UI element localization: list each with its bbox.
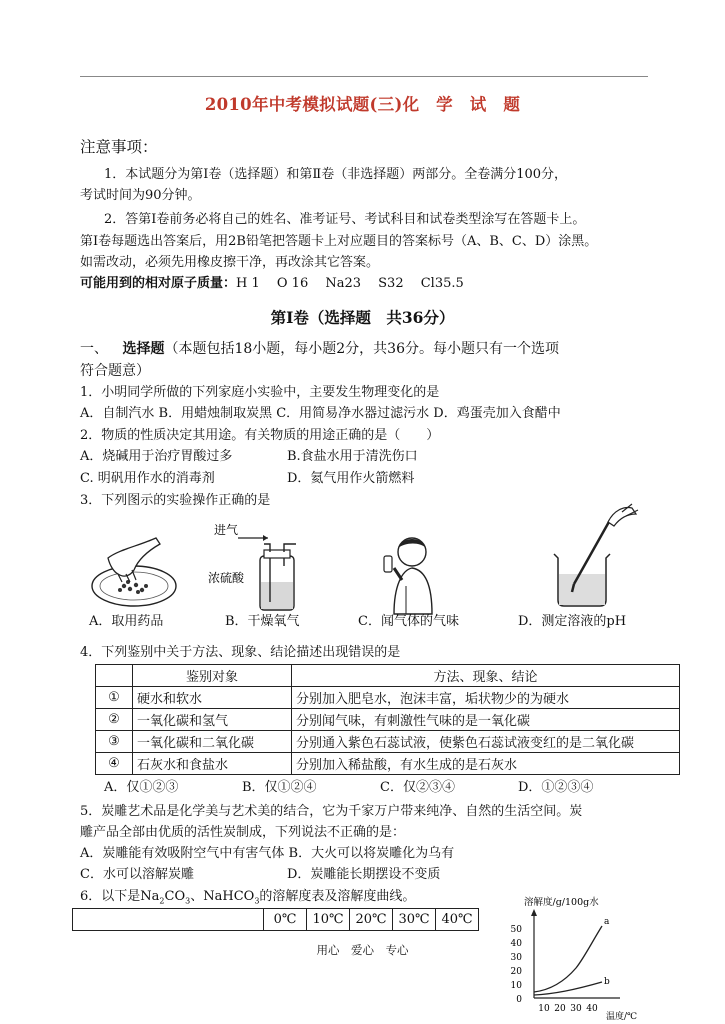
section1-intro-2: 符合题意）: [80, 363, 150, 379]
page-title: 2010年中考模拟试题(三)化 学 试 题: [204, 95, 521, 114]
gas-bottle-figure: [208, 522, 308, 614]
page-footer: 用心 爱心 专心: [316, 943, 409, 957]
table-cell: 一氧化碳和氢气: [133, 709, 292, 731]
table-header-cell: 方法、现象、结论: [292, 665, 680, 687]
y-tick-label: 40: [510, 939, 522, 949]
q4-option-d: D．①②③④: [518, 780, 594, 795]
q6-stem-prefix: 6．以下是: [80, 889, 141, 904]
q1-stem: 1．小明同学所做的下列家庭小实验中，主要发生物理变化的是: [80, 385, 440, 400]
formula-na2co3: [140, 889, 190, 904]
section1-intro-num: 一、: [80, 341, 108, 357]
q3-caption-a: A．取用药品: [89, 614, 164, 629]
q4-option-b: B．仅①②④: [242, 780, 317, 795]
section1-intro-text: （本题包括18小题，每小题2分，共36分。每小题只有一个选项: [164, 341, 559, 357]
notice-p2a: 2．答第Ⅰ卷前务必将自己的姓名、准考证号、考试科目和试卷类型涂写在答题卡上。: [104, 212, 586, 227]
curve-a-label: a: [604, 917, 610, 927]
table-cell: 分别闻气味，有刺激性气味的是一氧化碳: [292, 709, 680, 731]
x-tick-label: 20: [554, 1004, 566, 1014]
table-row: [96, 731, 680, 753]
table-cell: 分别加入肥皂水，泡沫丰富，垢状物少的为硬水: [292, 687, 680, 709]
section1-intro-label: 选择题: [122, 341, 165, 357]
table-header-cell: 0℃: [264, 909, 307, 931]
section1-heading: 第Ⅰ卷（选择题 共36分）: [270, 308, 455, 327]
table-header-cell: 40℃: [436, 909, 479, 931]
solubility-table: [72, 908, 479, 931]
q5-option-c: C．水可以溶解炭雕: [80, 867, 194, 882]
graph-xlabel: 温度/℃: [606, 1012, 638, 1022]
table-header-cell: 20℃: [350, 909, 393, 931]
q6-stem-suffix: 的溶解度表及溶解度曲线。: [259, 889, 416, 904]
formula-nahco3: [203, 889, 259, 904]
curve-b-label: b: [604, 977, 610, 987]
section1-intro: [80, 339, 559, 360]
notice-p1a: 1．本试题分为第Ⅰ卷（选择题）和第Ⅱ卷（非选择题）两部分。全卷满分100分，: [104, 167, 568, 182]
hand-granules-figure: [88, 530, 180, 610]
table-cell: ①: [96, 687, 133, 709]
table-cell: 分别通入紫色石蕊试液，使紫色石蕊试液变红的是二氧化碳: [292, 731, 680, 753]
notice-p2b: 第Ⅰ卷每题选出答案后，用2B铅笔把答题卡上对应题目的答案标号（A、B、C、D）涂黑。: [80, 234, 598, 249]
curve-b: [534, 982, 602, 995]
table-row: [96, 687, 680, 709]
x-tick-label: 40: [586, 1004, 598, 1014]
table-header-row: [96, 665, 680, 687]
beaker-ph-figure: [548, 500, 658, 610]
y-tick-label: 10: [510, 981, 522, 991]
q2-option-d: D．氦气用作火箭燃料: [287, 471, 415, 486]
child-smelling-figure: [372, 530, 444, 616]
y-tick-label: 20: [510, 967, 522, 977]
q1-options: A．自制汽水 B．用蜡烛制取炭黑 C．用简易净水器过滤污水 D．鸡蛋壳加入食醋中: [80, 406, 561, 421]
q5-stem-2: 雕产品全部由优质的活性炭制成，下列说法不正确的是：: [80, 825, 406, 840]
q3-stem: 3．下列图示的实验操作正确的是: [80, 493, 271, 508]
x-tick-label: 30: [570, 1004, 582, 1014]
y-tick-label: 0: [516, 995, 522, 1005]
q3-caption-d: D．测定溶液的pH: [518, 614, 627, 629]
inlet-label: 进气: [214, 523, 239, 537]
formula-part: Na: [140, 889, 160, 904]
y-tick-label: 50: [510, 925, 522, 935]
q4-table: [95, 664, 680, 775]
table-row: [96, 753, 680, 775]
q3-caption-b: B．干燥氧气: [225, 614, 300, 629]
q4-option-c: C．仅②③④: [380, 780, 455, 795]
atomic-mass-line: [80, 274, 464, 295]
table-header-row: [73, 909, 479, 931]
separator: 、: [190, 889, 204, 904]
q2-stem: 2．物质的性质决定其用途。有关物质的用途正确的是（ ）: [80, 428, 440, 443]
table-cell: ④: [96, 753, 133, 775]
table-cell: 石灰水和食盐水: [133, 753, 292, 775]
formula-part: NaHCO: [203, 889, 255, 904]
table-cell: 分别加入稀盐酸，有水生成的是石灰水: [292, 753, 680, 775]
q4-stem: 4．下列鉴别中关于方法、现象、结论描述出现错误的是: [80, 645, 401, 660]
q4-option-a: A．仅①②③: [104, 780, 179, 795]
formula-subscript: 3: [185, 896, 191, 906]
acid-label: 浓硫酸: [208, 571, 245, 585]
table-header-cell: 鉴别对象: [133, 665, 292, 687]
atomic-mass-label: 可能用到的相对原子质量：: [80, 276, 237, 291]
table-row: [96, 709, 680, 731]
curve-a: [534, 926, 602, 992]
y-tick-label: 30: [510, 953, 522, 963]
formula-subscript: 2: [159, 896, 165, 906]
x-tick-label: 10: [538, 1004, 550, 1014]
q5-option-d: D．炭雕能长期摆设不变质: [287, 867, 441, 882]
table-header-cell: [96, 665, 133, 687]
atomic-mass-values: H 1 O 16 Na23 S32 Cl35.5: [236, 276, 464, 291]
q2-option-a: A．烧碱用于治疗胃酸过多: [80, 449, 233, 464]
table-header-cell: 30℃: [393, 909, 436, 931]
q2-option-c: C. 明矾用作水的消毒剂: [80, 471, 215, 486]
q5-options-1: A．炭雕能有效吸附空气中有害气体 B．大火可以将炭雕化为乌有: [80, 846, 455, 861]
formula-part: CO: [164, 889, 186, 904]
notice-p2c: 如需改动，必须先用橡皮擦干净，再改涂其它答案。: [80, 255, 380, 270]
notice-p1b: 考试时间为90分钟。: [80, 188, 201, 203]
table-cell: ②: [96, 709, 133, 731]
graph-ylabel: 溶解度/g/100g水: [524, 897, 599, 908]
q5-stem-1: 5．炭雕艺术品是化学美与艺术美的结合，它为千家万户带来纯净、自然的生活空间。炭: [80, 804, 583, 819]
formula-subscript: 3: [254, 896, 260, 906]
table-cell: ③: [96, 731, 133, 753]
top-rule: [80, 76, 648, 77]
table-header-cell: 10℃: [307, 909, 350, 931]
q3-caption-c: C．闻气体的气味: [358, 614, 459, 629]
table-cell: 一氧化碳和二氧化碳: [133, 731, 292, 753]
table-cell: 硬水和软水: [133, 687, 292, 709]
notice-heading: 注意事项：: [80, 138, 158, 156]
table-header-cell: [73, 909, 264, 931]
q2-option-b: B.食盐水用于清洗伤口: [287, 449, 418, 464]
